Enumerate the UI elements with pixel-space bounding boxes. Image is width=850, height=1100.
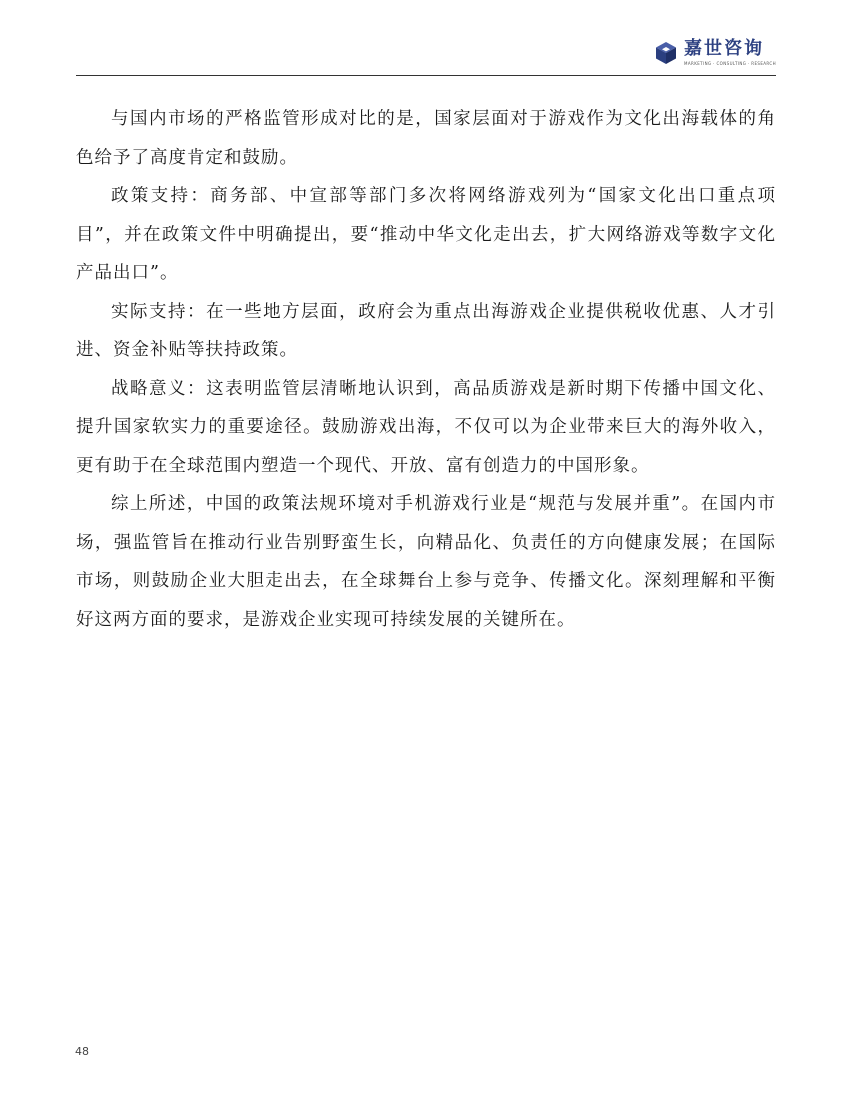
cube-logo-icon — [654, 41, 678, 65]
paragraph-policy-support: 政策支持：商务部、中宣部等部门多次将网络游戏列为“国家文化出口重点项目”，并在政策文件中明确提出，要“推动中华文化走出去，扩大网络游戏等数字文化产品出口”。 — [76, 186, 776, 283]
logo-tagline: MARKETING · CONSULTING · RESEARCH — [684, 61, 776, 66]
company-logo — [654, 36, 776, 70]
paragraph-summary: 综上所述，中国的政策法规环境对手机游戏行业是“规范与发展并重”。在国内市场，强监管旨在推动行业告别野蛮生长，向精品化、负责任的方向健康发展；在国际市场，则鼓励企业大胆走出去，在全球舞台上参与竞争、传播文化。深刻理解和平衡好这两方面的要求，是游戏企业实现可持续发展的关键所在。 — [76, 494, 776, 630]
page-header — [76, 30, 776, 76]
paragraph-contrast: 与国内市场的严格监管形成对比的是，国家层面对于游戏作为文化出海载体的角色给予了高度肯定和鼓励。 — [76, 109, 776, 168]
paragraph-practical-support: 实际支持：在一些地方层面，政府会为重点出海游戏企业提供税收优惠、人才引进、资金补贴等扶持政策。 — [76, 301, 776, 360]
logo-name: 嘉世咨询 — [684, 38, 765, 59]
header-rule — [76, 75, 776, 76]
paragraph-strategic-significance: 战略意义：这表明监管层清晰地认识到，高品质游戏是新时期下传播中国文化、提升国家软实力的重要途径。鼓励游戏出海，不仅可以为企业带来巨大的海外收入，更有助于在全球范围内塑造一个现代、开放、富有创造力的中国形象。 — [76, 378, 776, 476]
body-content — [76, 100, 776, 639]
page-number: 48 — [75, 1045, 89, 1058]
